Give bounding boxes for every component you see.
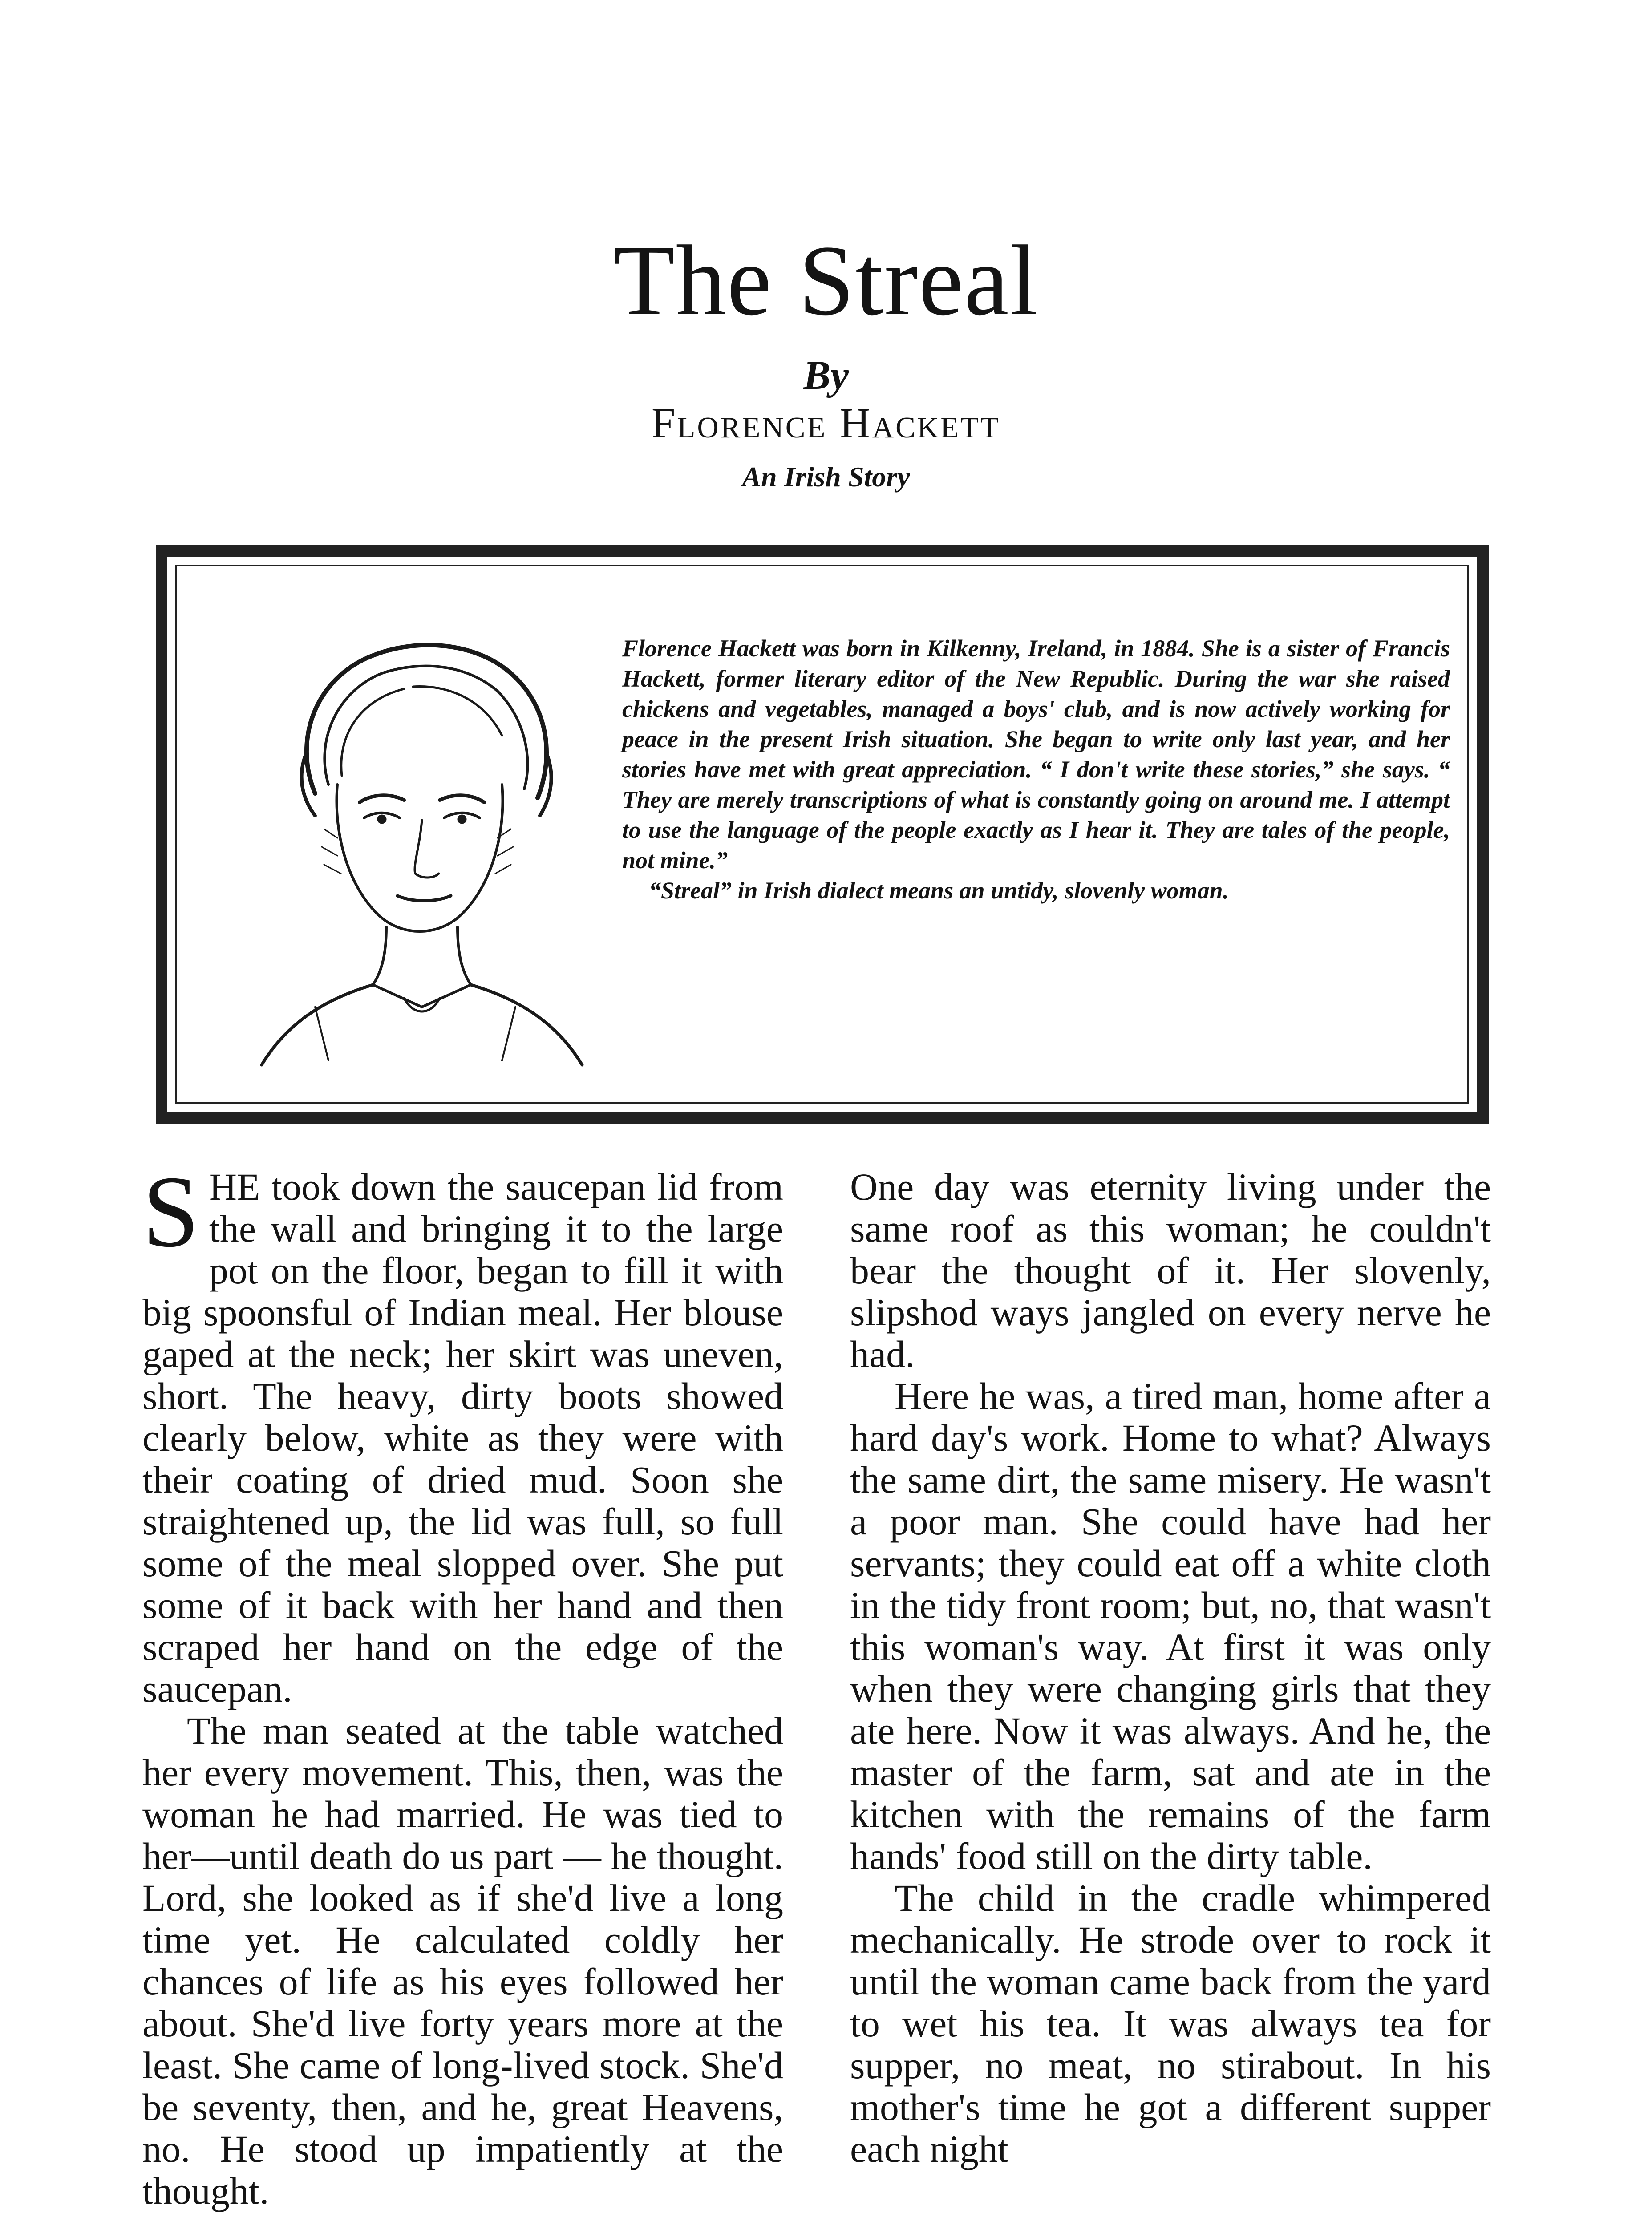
story-paragraph: Here he was, a tired man, home after a hard day's work. Home to what? Always the same dirt, the same misery. He wasn't a poor man. She could have had her servants; they could eat off a white cloth in the tidy front room; but, no, that wasn't this woman's way. At first it was only when they were changing girls that they ate here. Now it was always. And he, the master of the farm, sat and ate in the kitchen with the remains of the farm hands' food still on the dirty table. <box>850 1375 1491 1877</box>
story-title: The Streal <box>613 225 1039 336</box>
story-subtitle: An Irish Story <box>742 461 910 493</box>
author-portrait-icon <box>226 607 618 1074</box>
story-paragraph-text: HE took down the saucepan lid from the wall and bringing it to the large pot on the floor, began to fill it with big spoonsful of Indian meal. Her blouse gaped at the neck; her skirt was uneven, short. The heavy, dirty boots showed clearly below, white as they were with their coating of dried mud. Soon she straightened up, the lid was full, so full some of the meal slopped over. She put some of it back with her hand and then scraped her hand on the edge of the saucepan. <box>142 1165 783 1710</box>
story-column-left <box>142 1155 783 2212</box>
drop-cap: S <box>142 1155 199 1268</box>
author-bio-text <box>622 633 1450 906</box>
bio-paragraph: Florence Hackett was born in Kilkenny, Ireland, in 1884. She is a sister of Francis Hackett, former literary editor of the New Republic. During the war she raised chickens and vegetables, managed a boys' club, and is now actively working for peace in the present Irish situation. She began to write only last year, and her stories have met with great appreciation. “ I don't write these stories,” she says. “ They are merely transcriptions of what is constantly going on around me. I attempt to use the language of the people exactly as I hear it. They are tales of the people, not mine.” <box>622 635 1450 874</box>
byline-by: By <box>803 352 849 398</box>
author-name: Florence Hackett <box>652 399 1000 447</box>
author-bio-panel <box>175 565 1469 1104</box>
story-column-right <box>850 1166 1491 2170</box>
story-paragraph <box>142 1155 783 1710</box>
author-bio-box <box>156 545 1489 1124</box>
story-paragraph: The man seated at the table watched her every movement. This, then, was the woman he had married. He was tied to her—until death do us part — he thought. Lord, she looked as if she'd live a long time yet. He calculated coldly her chances of life as his eyes followed her about. She'd live forty years more at the least. She came of long-lived stock. She'd be seventy, then, and he, great Heavens, no. He stood up impatiently at the thought. <box>142 1709 783 2212</box>
story-paragraph: One day was eternity living under the same roof as this woman; he couldn't bear the thought of it. Her slovenly, slipshod ways jangled on every nerve he had. <box>850 1165 1491 1375</box>
story-paragraph: The child in the cradle whimpered mechanically. He strode over to rock it until the woman came back from the yard to wet his tea. It was always tea for supper, no meat, no stirabout. In his mother's time he got a different supper each night <box>850 1877 1491 2170</box>
bio-paragraph-definition: “Streal” in Irish dialect means an untidy, slovenly woman. <box>649 877 1229 904</box>
